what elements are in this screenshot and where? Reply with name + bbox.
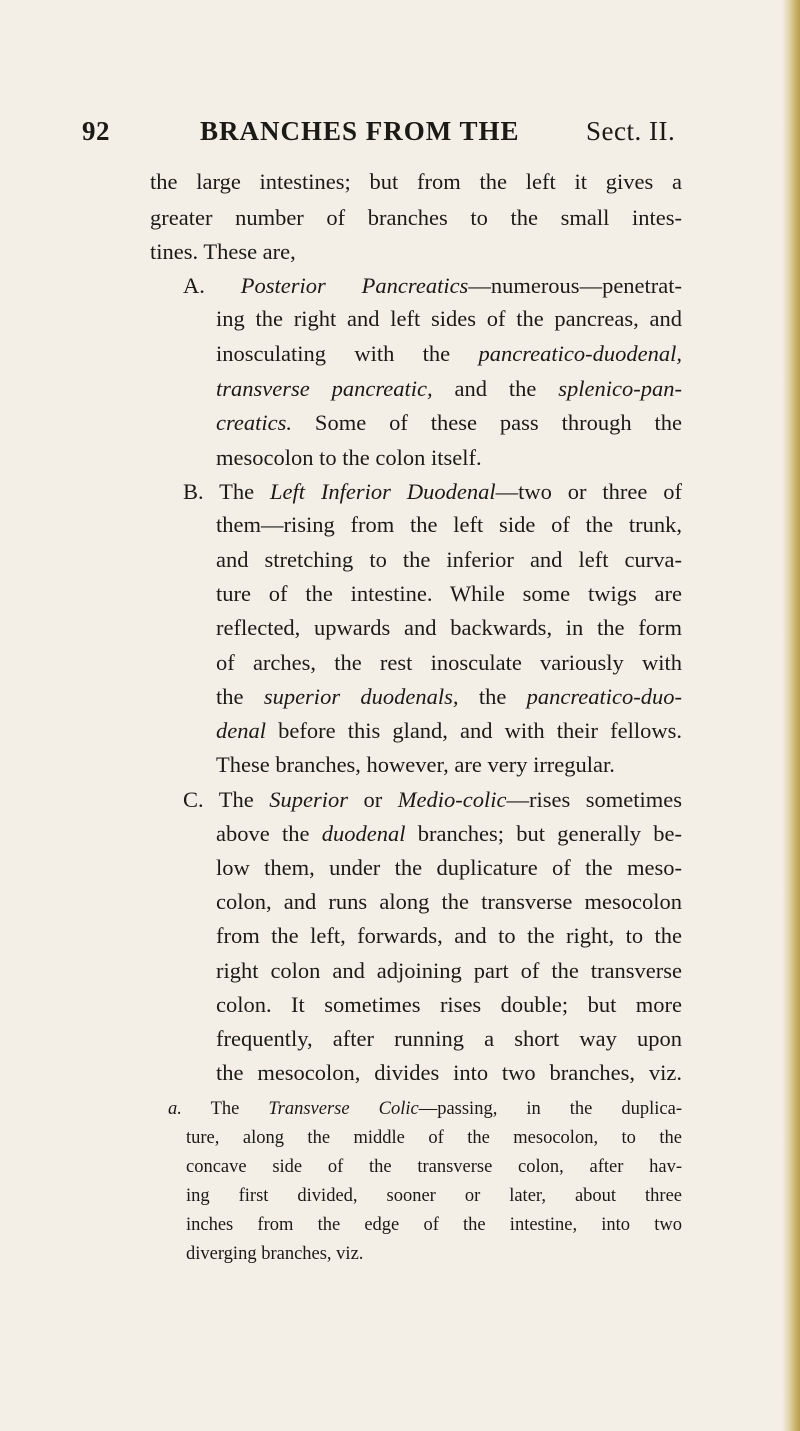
text-line [216, 990, 682, 1020]
italic-text: a. [168, 1099, 182, 1119]
text-run: before this gland, and with their fellows. [266, 718, 682, 743]
text-line [183, 271, 682, 301]
text-line [216, 339, 682, 369]
text-run: ture, along the middle of the mesocolon, to the [186, 1128, 682, 1148]
text-line [216, 1058, 682, 1088]
text-run: and the [432, 376, 559, 401]
text-line [216, 613, 682, 643]
text-run: inches from the edge of the intestine, into two [186, 1215, 682, 1235]
text-run: B. The [183, 479, 271, 504]
text-run: —rises sometimes [506, 787, 682, 812]
text-line [216, 887, 682, 917]
text-run: and stretching to the inferior and left curva- [216, 547, 682, 572]
italic-text: Transverse Colic [268, 1099, 419, 1119]
text-run: of arches, the rest inosculate variously with [216, 650, 682, 675]
text-line [216, 853, 682, 883]
text-run: —numerous—penetrat- [468, 273, 683, 298]
text-line [216, 716, 682, 746]
text-line [216, 408, 682, 438]
text-run: —passing, in the duplica- [418, 1099, 683, 1119]
text-line [183, 477, 682, 507]
italic-text: Posterior Pancreatics [240, 273, 469, 298]
page-edge-shading [782, 0, 800, 1431]
text-line [216, 750, 682, 780]
italic-text: transverse pancreatic, [216, 376, 433, 401]
text-line [183, 785, 682, 815]
text-line [216, 304, 682, 334]
text-line [216, 819, 682, 849]
text-run: from the left, forwards, and to the right, to the [216, 923, 682, 948]
text-run: colon. It sometimes rises double; but more [216, 992, 682, 1017]
text-run: mesocolon to the colon itself. [216, 445, 482, 470]
text-run: right colon and adjoining part of the transverse [216, 958, 682, 983]
text-line [216, 443, 682, 473]
text-run: colon, and runs along the transverse mesocolon [216, 889, 682, 914]
text-run: These branches, however, are very irregular. [216, 752, 615, 777]
text-line [150, 237, 682, 267]
running-title: BRANCHES FROM THE [200, 116, 520, 146]
text-line [216, 510, 682, 540]
running-header [0, 116, 800, 156]
italic-text: Superior [269, 787, 348, 812]
text-line [216, 545, 682, 575]
text-line [216, 579, 682, 609]
italic-text: duodenal [321, 821, 406, 846]
text-run: above the [216, 821, 322, 846]
text-line [186, 1210, 682, 1240]
text-run: tines. These are, [150, 239, 296, 264]
text-run: concave side of the transverse colon, after hav- [186, 1157, 682, 1177]
text-run: Some of these pass through the [292, 410, 682, 435]
text-run: The [181, 1099, 269, 1119]
text-run: frequently, after running a short way upon [216, 1026, 682, 1051]
text-line [216, 648, 682, 678]
text-run: the [458, 684, 527, 709]
text-run: the mesocolon, divides into two branches, viz. [216, 1060, 682, 1085]
text-run: reflected, upwards and backwards, in the form [216, 615, 682, 640]
text-line [186, 1152, 682, 1182]
text-run: diverging branches, viz. [186, 1244, 364, 1264]
text-run: low them, under the duplicature of the meso- [216, 855, 682, 880]
text-run: or [348, 787, 398, 812]
text-line [186, 1181, 682, 1211]
italic-text: superior duodenals, [263, 684, 459, 709]
text-run: the [216, 684, 264, 709]
text-run: A. [183, 273, 241, 298]
text-run: ing first divided, sooner or later, about three [186, 1186, 682, 1206]
text-line [168, 1094, 682, 1124]
text-run: —two or three of [495, 479, 682, 504]
text-run: them—rising from the left side of the trunk, [216, 512, 682, 537]
italic-text: creatics. [216, 410, 293, 435]
text-line [186, 1123, 682, 1153]
text-line [186, 1239, 682, 1269]
italic-text: Medio-colic [397, 787, 507, 812]
italic-text: Left Inferior Duodenal [270, 479, 496, 504]
text-line [150, 203, 682, 233]
page-number: 92 [82, 116, 110, 146]
italic-text: denal [216, 718, 266, 743]
text-run: ing the right and left sides of the pancreas, and [216, 306, 682, 331]
text-line [216, 956, 682, 986]
text-run: C. The [183, 787, 270, 812]
text-line [150, 167, 682, 197]
text-line [216, 921, 682, 951]
text-line [216, 1024, 682, 1054]
text-run: ture of the intestine. While some twigs are [216, 581, 682, 606]
text-run: greater number of branches to the small intes- [150, 205, 682, 230]
text-run: inosculating with the [216, 341, 479, 366]
text-run: branches; but generally be- [405, 821, 682, 846]
text-line [216, 682, 682, 712]
italic-text: splenico-pan- [558, 376, 682, 401]
section-label: Sect. II. [586, 116, 676, 146]
text-run: the large intestines; but from the left it gives a [150, 169, 682, 194]
italic-text: pancreatico-duodenal, [478, 341, 682, 366]
italic-text: pancreatico-duo- [526, 684, 682, 709]
text-line [216, 374, 682, 404]
